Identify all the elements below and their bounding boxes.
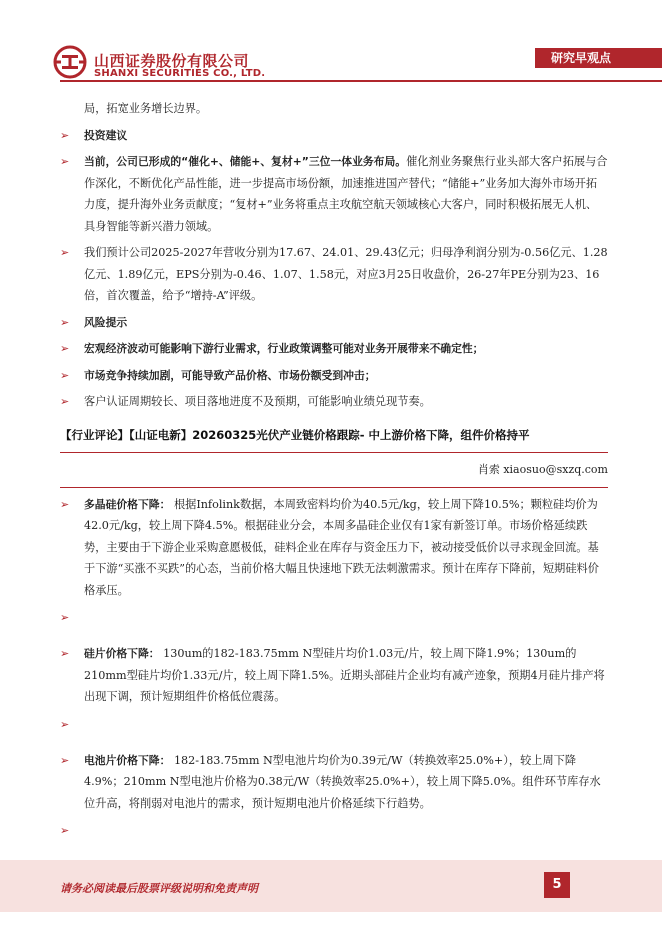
disclaimer-notice: 请务必阅读最后股票评级说明和免责声明 <box>60 882 258 895</box>
page-number: 5 <box>544 872 570 898</box>
empty-bullet <box>60 607 608 629</box>
risk-item-2: ➢ 市场竞争持续加剧，可能导致产品价格、市场份额受到冲击； <box>60 365 608 387</box>
arrow-bullet-icon: ➢ <box>60 315 70 329</box>
company-logo-icon <box>52 44 88 80</box>
invest-point-1: ➢ 当前，公司已形成的“催化+、储能+、复材+”三位一体业务布局。催化剂业务聚焦行业头部大客户拓展与合作深化，不断优化产品性能，进一步提高市场份额，加速推进国产替代；“储能+”业务加大海外市场开拓力度，提升海外业务贡献度；“复材+”业务将重点主攻航空航天领域核心大客户，同时积极拓展无人机、具身智能等新兴潜力领域。 <box>60 151 608 237</box>
industry-comment-title: 【行业评论】【山证电新】20260325光伏产业链价格跟踪- 中上游价格下降，组件价格持平 <box>60 425 608 454</box>
arrow-bullet-icon: ➢ <box>60 647 70 660</box>
wafer-price: ➢ 硅片价格下降： 130um的182-183.75mm N型硅片均价1.03元/片，较上周下降1.9%；130um的210mm型硅片均价1.33元/片，较上周下降1.5%。近期头部硅片企业均有减产迹象，预期4月硅片排产将出现下调，预计短期组件价格低位震荡。 <box>60 643 608 708</box>
arrow-bullet-icon: ➢ <box>60 342 70 355</box>
invest-point-2: ➢ 我们预计公司2025-2027年营收分别为17.67、24.01、29.43亿元；归母净利润分别为-0.56亿元、1.28亿元、1.89亿元，EPS分别为-0.46、1.07、1.58元，对应3月25日收盘价，26-27年PE分别为23、16倍，首次覆盖，给予“增持-A”评级。 <box>60 242 608 307</box>
analyst-contact: 肖索 xiaosuo@sxzq.com <box>477 463 608 476</box>
arrow-bullet-icon: ➢ <box>60 611 70 624</box>
invest-heading: ➢ 投资建议 <box>60 125 608 147</box>
empty-bullet <box>60 820 608 842</box>
arrow-bullet-icon: ➢ <box>60 128 70 142</box>
arrow-bullet-icon: ➢ <box>60 824 70 837</box>
company-name-cn: 山西证券股份有限公司 <box>94 52 250 70</box>
report-type-tag: 研究早观点 <box>535 48 662 68</box>
empty-bullet <box>60 714 608 736</box>
arrow-bullet-icon: ➢ <box>60 717 70 731</box>
page-header <box>0 0 662 84</box>
author-divider <box>60 487 608 488</box>
company-name-en: SHANXI SECURITIES CO., LTD. <box>94 68 266 79</box>
risk-item-1: ➢ 宏观经济波动可能影响下游行业需求，行业政策调整可能对业务开展带来不确定性； <box>60 338 608 360</box>
arrow-bullet-icon: ➢ <box>60 246 70 259</box>
risk-heading: ➢ 风险提示 <box>60 312 608 334</box>
arrow-bullet-icon: ➢ <box>60 368 70 382</box>
intro-continuation: 局，拓宽业务增长边界。 <box>84 102 208 115</box>
arrow-bullet-icon: ➢ <box>60 753 70 767</box>
polysilicon-price: ➢ 多晶硅价格下降： 根据Infolink数据，本周致密料均价为40.5元/kg，较上周下降10.5%；颗粒硅均价为42.0元/kg，较上周下降4.5%。根据硅业分会，本周多晶硅企业仅有1家有新签订单。市场价格延续跌势，主要由于下游企业采购意愿极低，硅料企业在库存与资金压力下，被动接受低价以寻求现金回流。基于下游“买涨不买跌”的心态，当前价格大幅且快速地下跌无法刺激需求。预计在库存下降前，短期硅料价格承压。 <box>60 494 608 602</box>
report-body <box>60 98 608 856</box>
cell-price: ➢ 电池片价格下降： 182-183.75mm N型电池片均价为0.39元/W（转换效率25.0%+），较上周下降4.9%；210mm N型电池片价格为0.38元/W（转换效率25.0%+），较上周下降5.0%。组件环节库存水位升高，将削弱对电池片的需求，预计短期电池片价格延续下行趋势。 <box>60 750 608 815</box>
arrow-bullet-icon: ➢ <box>60 497 70 511</box>
risk-item-3: ➢ 客户认证周期较长、项目落地进度不及预期，可能影响业绩兑现节奏。 <box>60 391 608 413</box>
arrow-bullet-icon: ➢ <box>60 395 70 408</box>
header-divider <box>60 80 662 82</box>
arrow-bullet-icon: ➢ <box>60 155 70 168</box>
